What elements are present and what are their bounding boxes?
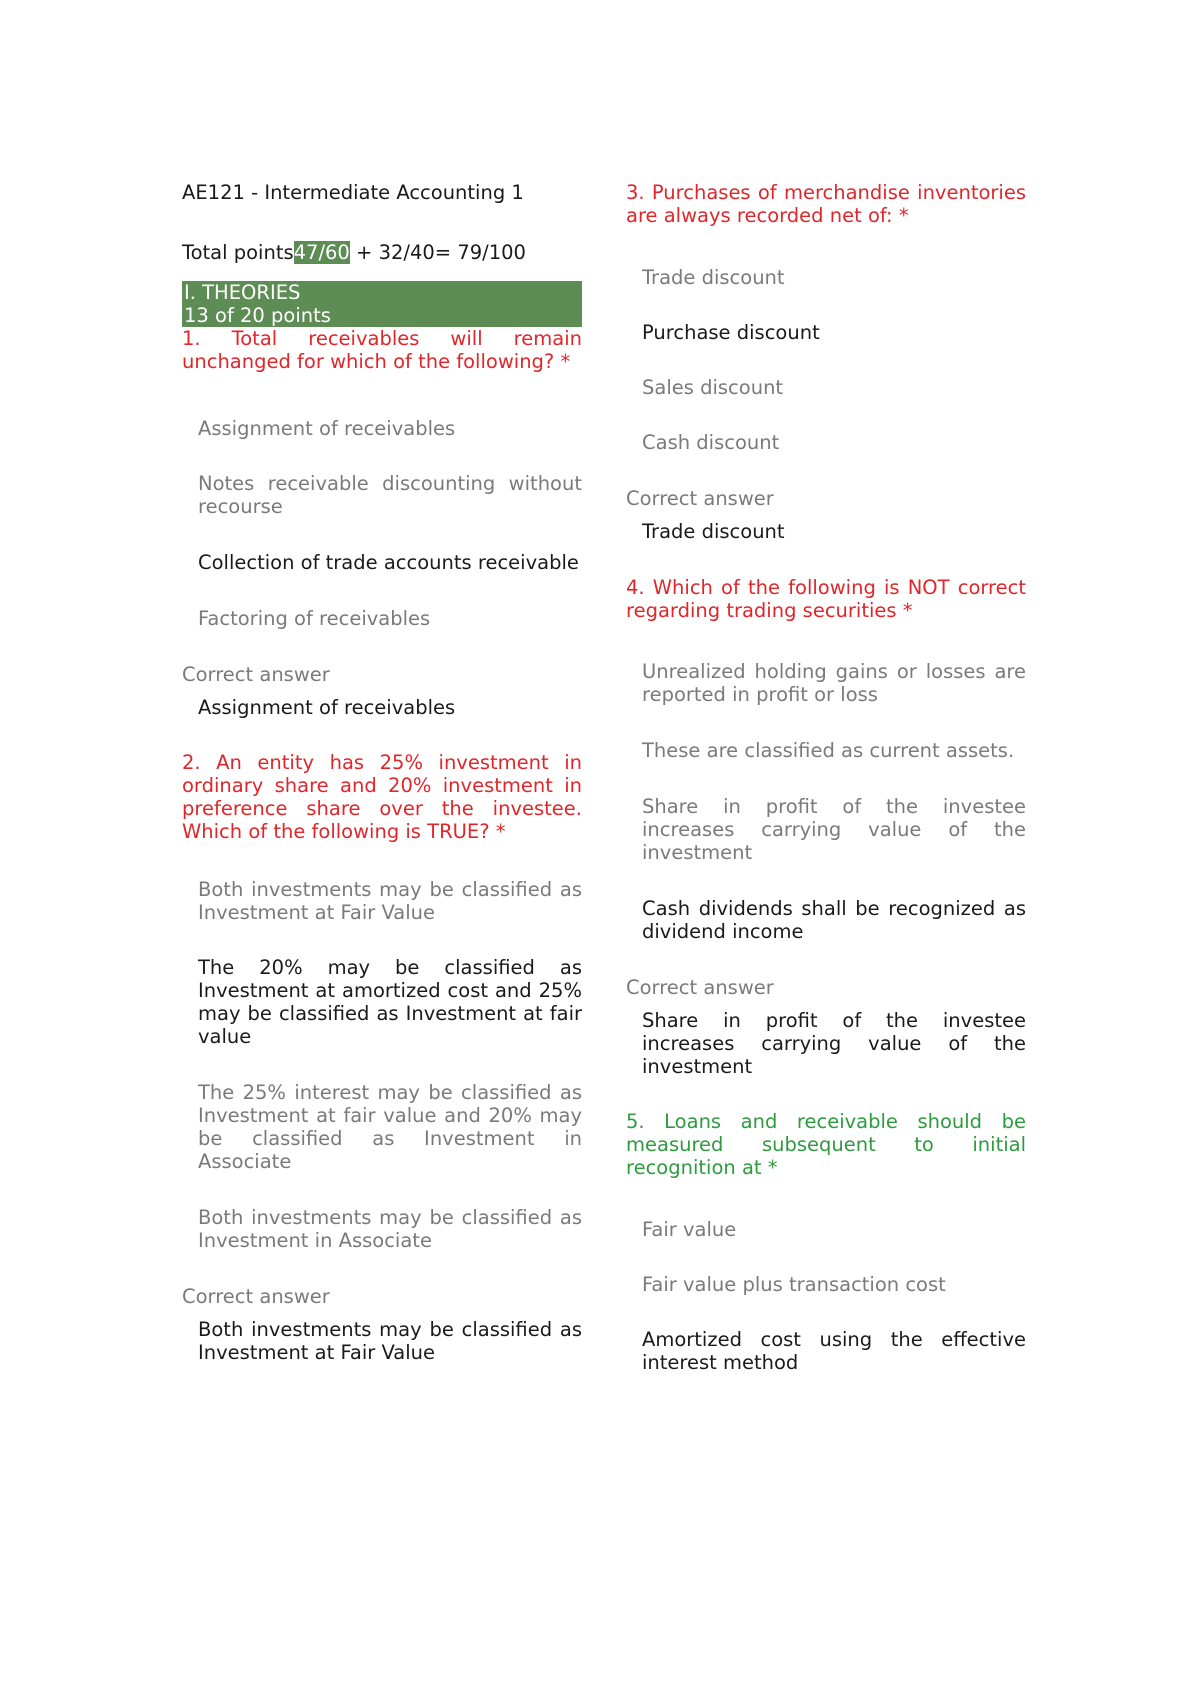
question-2-option-1[interactable]: Both investments may be classified as Investment at Fair Value — [198, 878, 582, 924]
question-3-correct-answer: Trade discount — [642, 520, 785, 543]
total-score-badge: 47/60 — [293, 241, 350, 264]
total-points-rest: + 32/40= 79/100 — [349, 241, 526, 264]
question-2-correct-label: Correct answer — [182, 1285, 330, 1308]
right-column — [626, 181, 1026, 1374]
question-3-correct-label: Correct answer — [626, 487, 774, 510]
question-2-option-4[interactable]: Both investments may be classified as Investment in Associate — [198, 1206, 582, 1252]
question-3-option-3[interactable]: Sales discount — [642, 376, 784, 399]
question-4-correct-answer: Share in profit of the investee increases carrying value of the investment — [642, 1009, 1026, 1078]
question-1-option-1[interactable]: Assignment of receivables — [198, 417, 456, 440]
question-3-option-4[interactable]: Cash discount — [642, 431, 780, 454]
section-header — [182, 281, 582, 327]
question-4-option-3[interactable]: Share in profit of the investee increases carrying value of the investment — [642, 795, 1026, 864]
question-5-text — [626, 1110, 1026, 1179]
section-title: I. THEORIES — [184, 281, 301, 304]
question-4-option-2[interactable]: These are classified as current assets. — [642, 739, 1015, 762]
question-2-option-3[interactable]: The 25% interest may be classified as Investment at fair value and 20% may be classified as Investment in Associate — [198, 1081, 582, 1173]
question-1-correct-answer: Assignment of receivables — [198, 696, 456, 719]
question-4-option-1[interactable]: Unrealized holding gains or losses are reported in profit or loss — [642, 660, 1026, 706]
total-points-line — [182, 241, 582, 264]
question-4-correct-label: Correct answer — [626, 976, 774, 999]
question-1-correct-label: Correct answer — [182, 663, 330, 686]
question-5-text-body: 5. Loans and receivable should be measured subsequent to initial recognition at * — [626, 1110, 1026, 1179]
question-5-option-3[interactable]: Amortized cost using the effective interest method — [642, 1328, 1026, 1374]
total-points-label: Total points — [182, 241, 294, 264]
question-2-correct-answer: Both investments may be classified as Investment at Fair Value — [198, 1318, 582, 1364]
question-1-option-3[interactable]: Collection of trade accounts receivable — [198, 551, 579, 574]
left-column — [182, 181, 582, 1364]
question-3-option-2[interactable]: Purchase discount — [642, 321, 820, 344]
question-4-option-4[interactable]: Cash dividends shall be recognized as dividend income — [642, 897, 1026, 943]
question-3-option-1[interactable]: Trade discount — [642, 266, 785, 289]
question-4-text: 4. Which of the following is NOT correct regarding trading securities * — [626, 576, 1026, 622]
section-points: 13 of 20 points — [184, 304, 331, 327]
question-1-text: 1. Total receivables will remain unchanged for which of the following? * — [182, 327, 582, 373]
question-3-text: 3. Purchases of merchandise inventories are always recorded net of: * — [626, 181, 1026, 227]
question-5-option-1[interactable]: Fair value — [642, 1218, 737, 1241]
question-2-text: 2. An entity has 25% investment in ordinary share and 20% investment in preference share over the investee. Which of the following is TRUE? * — [182, 751, 582, 843]
question-5-option-2[interactable]: Fair value plus transaction cost — [642, 1273, 946, 1296]
question-1-option-4[interactable]: Factoring of receivables — [198, 607, 431, 630]
question-2-option-2[interactable]: The 20% may be classified as Investment at amortized cost and 25% may be classified as Investment at fair value — [198, 956, 582, 1048]
question-1-option-2[interactable]: Notes receivable discounting without recourse — [198, 472, 582, 518]
document-title: AE121 - Intermediate Accounting 1 — [182, 181, 524, 204]
